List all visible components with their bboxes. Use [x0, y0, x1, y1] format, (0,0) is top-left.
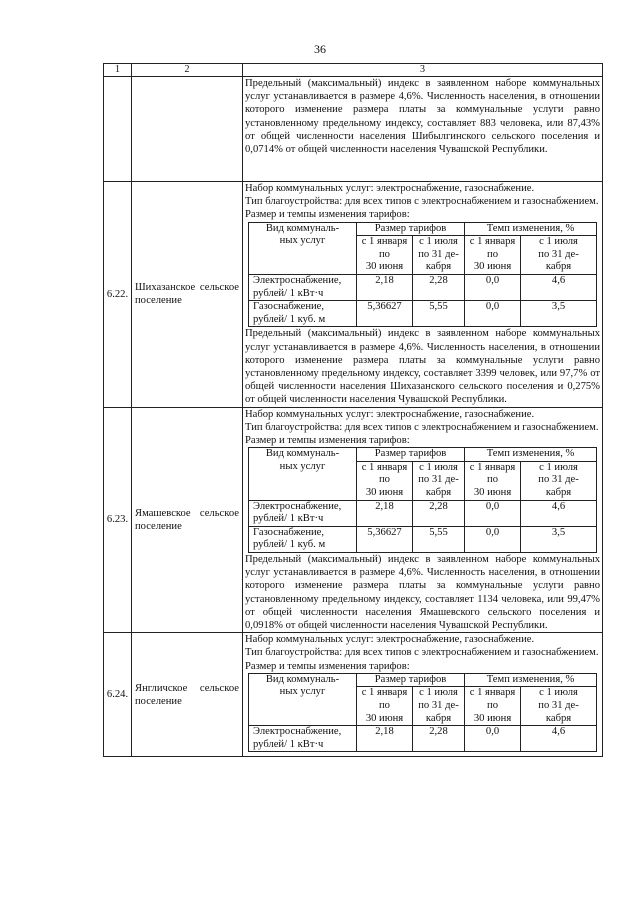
rate-value: 3,5: [521, 301, 597, 327]
change-rate-header: Темп изменения, %: [465, 222, 597, 236]
period-jul-dec: с 1 июля по 31 де- кабря: [521, 687, 597, 726]
period-jan-jun: с 1 января по 30 июня: [465, 687, 521, 726]
period-jul-dec: с 1 июля по 31 де- кабря: [521, 236, 597, 275]
header-row: [104, 64, 603, 77]
rate-value: 0,0: [465, 726, 521, 752]
tariff-size-header: Размер тарифов: [357, 673, 465, 687]
row-content: [243, 182, 603, 408]
row-content: [243, 407, 603, 633]
change-rate-header: Темп изменения, %: [465, 448, 597, 462]
period-jan-jun: с 1 января по 30 июня: [465, 236, 521, 275]
period-jan-jun: с 1 января по 30 июня: [357, 687, 413, 726]
row-number: 6.22.: [104, 182, 132, 408]
row-6-23: [104, 407, 603, 633]
service-set-text: Набор коммунальных услуг: электроснабжение, газоснабжение.: [245, 634, 535, 646]
rate-value: 4,6: [521, 500, 597, 526]
tariff-table: [248, 673, 597, 753]
service-set-text: Набор коммунальных услуг: электроснабжение, газоснабжение.: [245, 408, 535, 420]
electricity-row: [249, 500, 597, 526]
tariff-caption: Размер и темпы изменения тарифов:: [245, 434, 410, 446]
page-number: 36: [314, 42, 326, 56]
electricity-row: [249, 726, 597, 752]
rate-value: 4,6: [521, 726, 597, 752]
tariff-size-header: Размер тарифов: [357, 222, 465, 236]
service-kind-header: Вид коммуналь- ных услуг: [249, 222, 357, 274]
tariff-table: [248, 447, 597, 553]
rate-value: 3,5: [521, 526, 597, 552]
electricity-row: [249, 274, 597, 300]
rate-value: 0,0: [465, 526, 521, 552]
row-6-21-continuation: [104, 77, 603, 182]
limit-index-text: Предельный (максимальный) индекс в заявленном наборе коммунальных услуг устанавливается в размере 4,6%. Численность населения, в отношении которого изменение размера платы за коммунальные услуги равно установленному предельному индексу, составляет 3399 человек, или 97,7% от общей численности населения Шихазанского сельского поселения и 0,275% от общей численности населения Чувашской Республики.: [245, 328, 600, 406]
row-6-24: [104, 633, 603, 757]
period-jul-dec: с 1 июля по 31 де- кабря: [413, 687, 465, 726]
rate-value: 0,0: [465, 301, 521, 327]
row-content: [243, 633, 603, 757]
electricity-label: Электроснабжение, рублей/ 1 кВт·ч: [249, 726, 357, 752]
tariff-value: 5,36627: [357, 526, 413, 552]
tariff-value: 2,18: [357, 726, 413, 752]
row-settlement-name: [132, 77, 243, 182]
tariff-value: 2,28: [413, 274, 465, 300]
rate-value: 4,6: [521, 274, 597, 300]
tariff-value: 5,55: [413, 526, 465, 552]
improvement-type-text: Тип благоустройства: для всех типов с электроснабжением и газоснабжением.: [245, 196, 599, 208]
service-set-text: Набор коммунальных услуг: электроснабжение, газоснабжение.: [245, 183, 535, 194]
row-number: 6.23.: [104, 407, 132, 633]
improvement-type-text: Тип благоустройства: для всех типов с электроснабжением и газоснабжением.: [245, 421, 599, 433]
limit-index-text: Предельный (максимальный) индекс в заявленном наборе коммунальных услуг устанавливается в размере 4,6%. Численность населения, в отношении которого изменение размера платы за коммунальные услуги равно установленному предельному индексу, составляет 883 человека, или 87,43% от общей численности населения Шибылгинского сельского поселения и 0,0714% от общей численности населения Чувашской Республики.: [245, 78, 600, 156]
gas-row: [249, 301, 597, 327]
tariff-value: 2,28: [413, 500, 465, 526]
row-settlement-name: Ямашевское сельское поселение: [132, 407, 243, 633]
header-col-2: 2: [132, 64, 243, 77]
tariff-caption: Размер и темпы изменения тарифов:: [245, 209, 410, 221]
service-kind-header: Вид коммуналь- ных услуг: [249, 673, 357, 725]
period-jul-dec: с 1 июля по 31 де- кабря: [413, 236, 465, 275]
row-6-22: [104, 182, 603, 408]
tariff-value: 5,36627: [357, 301, 413, 327]
row-content: [243, 77, 603, 182]
electricity-label: Электроснабжение, рублей/ 1 кВт·ч: [249, 500, 357, 526]
period-jan-jun: с 1 января по 30 июня: [465, 461, 521, 500]
tariff-size-header: Размер тарифов: [357, 448, 465, 462]
header-col-1: 1: [104, 64, 132, 77]
period-jul-dec: с 1 июля по 31 де- кабря: [521, 461, 597, 500]
period-jan-jun: с 1 января по 30 июня: [357, 236, 413, 275]
period-jul-dec: с 1 июля по 31 де- кабря: [413, 461, 465, 500]
period-jan-jun: с 1 января по 30 июня: [357, 461, 413, 500]
rate-value: 0,0: [465, 274, 521, 300]
service-kind-header: Вид коммуналь- ных услуг: [249, 448, 357, 500]
row-number: 6.24.: [104, 633, 132, 757]
row-settlement-name: Янгличское сельское поселение: [132, 633, 243, 757]
improvement-type-text: Тип благоустройства: для всех типов с электроснабжением и газоснабжением.: [245, 647, 599, 659]
tariff-document-table: [103, 63, 603, 757]
tariff-value: 2,18: [357, 500, 413, 526]
tariff-value: 5,55: [413, 301, 465, 327]
rate-value: 0,0: [465, 500, 521, 526]
gas-label: Газоснабжение, рублей/ 1 куб. м: [249, 301, 357, 327]
gas-label: Газоснабжение, рублей/ 1 куб. м: [249, 526, 357, 552]
header-col-3: 3: [243, 64, 603, 77]
tariff-value: 2,18: [357, 274, 413, 300]
tariff-table: [248, 222, 597, 328]
tariff-value: 2,28: [413, 726, 465, 752]
electricity-label: Электроснабжение, рублей/ 1 кВт·ч: [249, 274, 357, 300]
gas-row: [249, 526, 597, 552]
row-number: [104, 77, 132, 182]
change-rate-header: Темп изменения, %: [465, 673, 597, 687]
limit-index-text: Предельный (максимальный) индекс в заявленном наборе коммунальных услуг устанавливается в размере 4,6%. Численность населения, в отношении которого изменение размера платы за коммунальные услуги равно установленному предельному индексу, составляет 1134 человека, или 99,47% от общей численности населения Ямашевского сельского поселения и 0,0918% от общей численности населения Чувашской Республики.: [245, 553, 600, 631]
row-settlement-name: Шихазанское сельское поселение: [132, 182, 243, 408]
tariff-caption: Размер и темпы изменения тарифов:: [245, 660, 410, 672]
